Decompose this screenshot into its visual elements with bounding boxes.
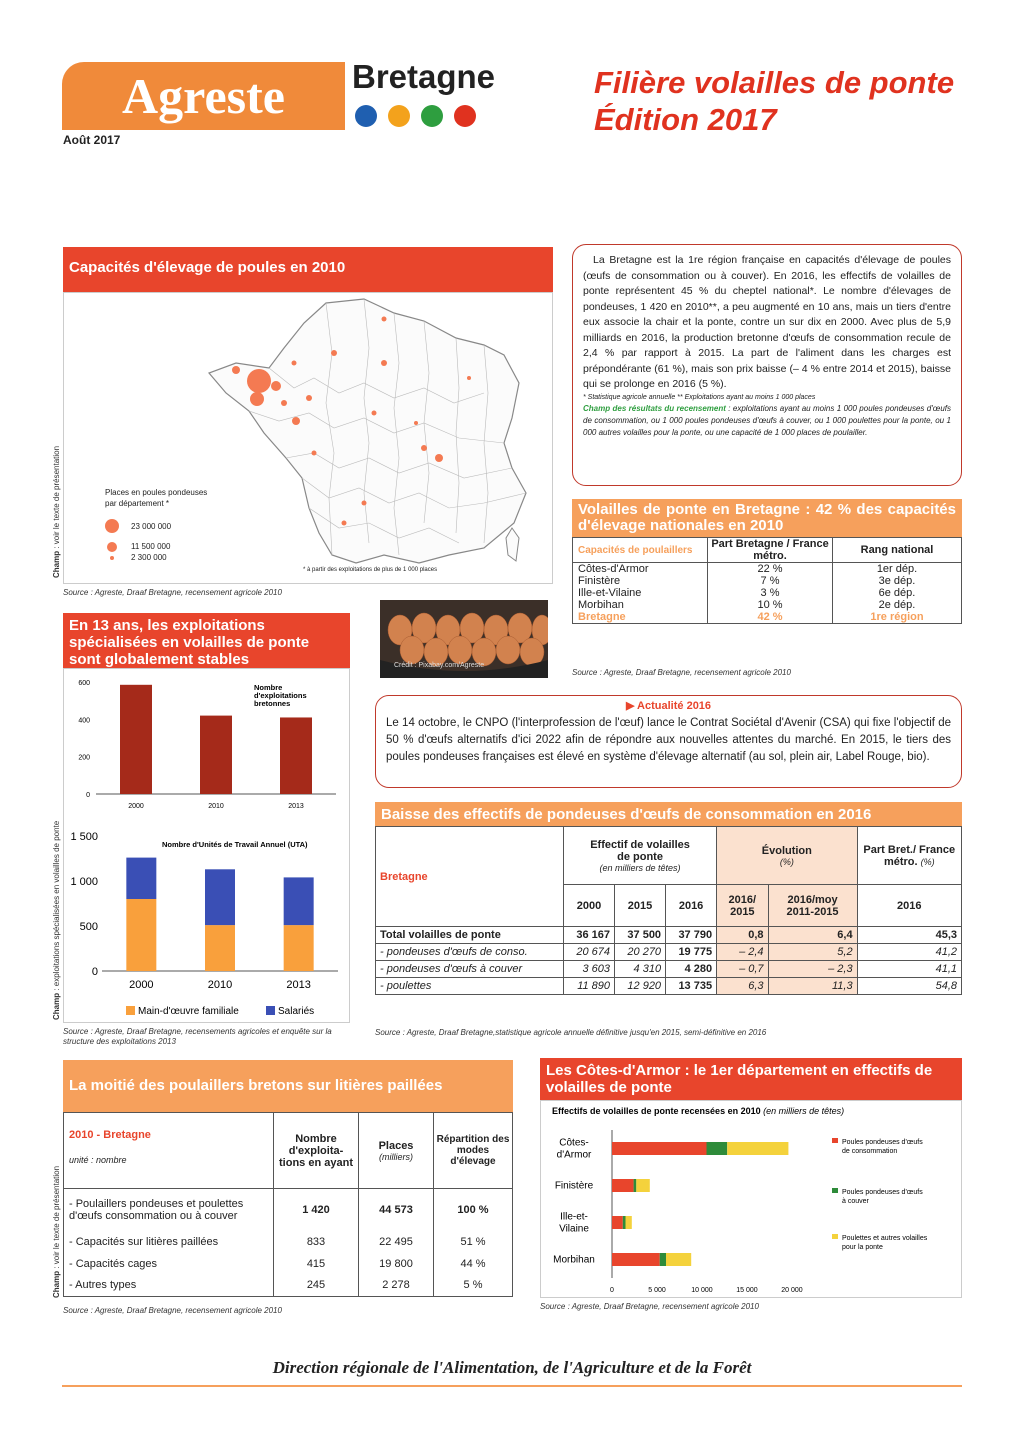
effectifs-evol-header: [717, 827, 857, 885]
x-tick-label: 2000: [128, 803, 144, 810]
x-tick-label: 20 000: [781, 1287, 803, 1294]
circle-cotes-armor: [247, 369, 271, 393]
table-row: [573, 611, 962, 624]
doc-title-line1: Filière volailles de ponte: [594, 65, 955, 100]
legend-label: Main-d'œuvre familiale: [138, 1006, 239, 1017]
table-row: [573, 599, 962, 611]
legend-title-1: Places en poules pondeuses: [105, 488, 208, 497]
x-tick-label: 2010: [207, 979, 233, 991]
corsica: [506, 528, 519, 561]
cell: 12 920: [615, 978, 666, 995]
cell: 41,2: [857, 944, 961, 961]
cell: 4 310: [615, 961, 666, 978]
bar: [120, 685, 152, 794]
category-label-line: d'Armor: [556, 1149, 592, 1161]
legend-label-small: 2 300 000: [131, 553, 167, 562]
circle-aisne: [381, 360, 387, 366]
intro-champ-label: Champ des résultats du recensement: [583, 403, 726, 413]
y-tick-label: 1 000: [70, 876, 98, 888]
intro-paragraph: La Bretagne est la 1re région française en capacités d'élevage de poules (œufs de consommation ou à couver). En 2016, les effectifs de volailles de ponte représentent 45 % du cheptel national*. Le nombre d'élevages de pondeuses, 1 420 en 2010**, a peu augmenté en 10 ans, mais un tiers d'entre eux associe la chair et la ponte, contre un sur dix en 2000. Avec plus de 5,9 milliards en 2016, la production bretonne d'œufs de consommation recule de 2,4 % par rapport à 2015. La part de l'aliment dans les charges est prépondérante (61 %), mais son prix baisse (– 4 % entre 2014 et 2015), baisse qui se prolonge en 2016 (5 %).: [583, 254, 951, 390]
chart-title-line: bretonnes: [254, 699, 291, 708]
category-label: [557, 1138, 592, 1161]
y-tick-label: 0: [91, 966, 98, 978]
chart-title: Effectifs de volailles de ponte recensées en 2010 (en milliers de têtes): [552, 1106, 845, 1116]
cell: 415: [274, 1253, 359, 1275]
exploitations-chart: [66, 672, 348, 820]
cell: 37 500: [615, 927, 666, 944]
actualite-box: [375, 695, 962, 788]
effectifs-effectif-label: Effectif de volailles de ponte: [590, 838, 690, 863]
y-tick-label: 600: [78, 680, 90, 687]
rank-part: 10 %: [708, 599, 833, 611]
effectifs-table: [375, 826, 962, 995]
x-tick-label: 10 000: [691, 1287, 713, 1294]
bar: [280, 717, 312, 794]
footer-text: Direction régionale de l'Alimentation, de l'Agriculture et de la Forêt: [272, 1358, 752, 1377]
x-tick-label: 2013: [286, 979, 311, 991]
legend-swatch: [832, 1234, 838, 1239]
map-side-label: [52, 446, 61, 578]
rank-table: [572, 537, 962, 624]
map-section-title: Capacités d'élevage de poules en 2010: [63, 247, 553, 292]
bar-segment: [205, 925, 235, 971]
cell: 5 %: [463, 1279, 483, 1292]
legend-swatch: [266, 1006, 275, 1015]
cell: 0,8: [717, 927, 768, 944]
evol-source: Source : Agreste, Draaf Bretagne, recensements agricoles et enquête sur la structure des exploitations 2013: [63, 1027, 332, 1046]
rank-rang: 2e dép.: [878, 599, 916, 611]
cell: 2 278: [359, 1275, 434, 1297]
evol-side-label-bold: Champ: [52, 992, 61, 1020]
circle-ain: [435, 454, 443, 462]
actualite-text: Le 14 octobre, le CNPO (l'interprofession de l'œuf) lance le Contrat Sociétal d'Avenir (CSA) qui fixe l'objectif de 50 % d'œufs alternatifs d'ici 2022 afin de répondre aux nouvelles attentes du marché. En 2015, le tiers des poules pondeuses françaises est élevé en système d'élevage alternatif (au sol, plein air, Label Rouge, bio).: [386, 717, 951, 763]
circle-lot: [362, 501, 367, 506]
rank-rang: 6e dép.: [878, 587, 916, 599]
rank-name: Morbihan: [573, 599, 708, 611]
footer-rule: [62, 1385, 962, 1387]
table-row: [573, 575, 962, 587]
map-legend: [105, 487, 207, 563]
circle-nord: [382, 317, 387, 322]
logo-text: Agreste: [122, 68, 285, 124]
year-header: 2016: [857, 885, 961, 927]
intro-champ: [583, 403, 951, 439]
actualite-title: ▶ Actualité 2016: [625, 700, 712, 712]
table-row: [376, 978, 962, 995]
category-label: [555, 1181, 594, 1192]
bar-segment: [707, 1142, 728, 1155]
table-row: [376, 927, 962, 944]
cell: 44 %: [460, 1257, 486, 1270]
map-side-label-bold: Champ: [52, 550, 61, 578]
cell: 11 890: [564, 978, 615, 995]
legend-label: Salariés: [278, 1006, 315, 1017]
category-label-line: Côtes-: [559, 1137, 589, 1149]
table-row: [64, 1253, 513, 1275]
row-label: - Autres types: [64, 1275, 274, 1297]
legend-item-medium: [105, 541, 207, 552]
category-label-line: Morbihan: [553, 1254, 595, 1266]
bar-segment: [612, 1216, 623, 1229]
y-tick-label: 1 500: [70, 831, 98, 843]
effectifs-effectif-header: [564, 827, 717, 885]
agreste-logo: [62, 62, 345, 130]
circle-bourgogne: [421, 445, 427, 451]
rank-source: Source : Agreste, Draaf Bretagne, recensement agricole 2010: [572, 668, 791, 677]
table-row: [64, 1231, 513, 1253]
circle-manche: [292, 361, 297, 366]
litieres-h2: Places: [378, 1139, 414, 1152]
cell: 3 603: [564, 961, 615, 978]
brand-dots: [355, 105, 487, 132]
cell: – 0,7: [717, 961, 768, 978]
cell: 19 800: [359, 1253, 434, 1275]
litieres-header-row: [64, 1113, 513, 1189]
doc-title-line2: Édition 2017: [594, 102, 777, 137]
evol-section-title: En 13 ans, les exploitations spécialisées en volailles de ponte sont globalement stables: [63, 613, 350, 668]
table-row: [573, 563, 962, 576]
circle-ille-vilaine: [271, 381, 281, 391]
legend-title-2: par département *: [105, 499, 170, 508]
uta-chart: [66, 826, 348, 1021]
effectifs-part-unit: (%): [920, 856, 935, 867]
legend-swatch: [832, 1138, 838, 1143]
table-row: [64, 1189, 513, 1231]
eggs-photo: [380, 600, 548, 678]
rank-col3-header: Rang national: [833, 538, 962, 563]
effectifs-part-header: [857, 827, 961, 885]
evol-side-label-text: : exploitations spécialisées en volailles de ponte: [52, 820, 61, 993]
litieres-region-cell: [64, 1113, 274, 1189]
bar-segment: [727, 1142, 788, 1155]
evol-side-label: [52, 821, 61, 1020]
bar-segment: [126, 899, 156, 971]
intro-champ-text: : exploitations ayant au moins 1 000 poules pondeuses d'œufs de consommation, ou 1 000 poules pondeuses d'œufs à couver, ou 1 000 poulettes pour la ponte, ou 1 000 autres volailles pour la ponte, ou une capacité de 1 000 places de poulailler.: [583, 403, 951, 437]
cell: 5,2: [768, 944, 857, 961]
cell: 36 167: [564, 927, 615, 944]
year-header: 2015: [615, 885, 666, 927]
rank-part: 22 %: [708, 563, 833, 576]
dept-section-title: Les Côtes-d'Armor : le 1er département en effectifs de volailles de ponte: [540, 1058, 962, 1100]
region-name: Bretagne: [352, 58, 496, 95]
cell: 100 %: [457, 1203, 489, 1216]
legend-label-line: Poules pondeuses d'œufs: [842, 1189, 923, 1196]
cell: 833: [274, 1231, 359, 1253]
row-label: - pondeuses d'œufs à couver: [376, 961, 564, 978]
legend-swatch: [126, 1006, 135, 1015]
bar-segment: [612, 1142, 707, 1155]
category-label: [553, 1255, 595, 1266]
bar-segment: [284, 877, 314, 925]
circle-deux-sevres: [312, 451, 317, 456]
row-label: - poulettes: [376, 978, 564, 995]
effectifs-region: Bretagne: [376, 827, 564, 927]
row-label: - Capacités cages: [64, 1253, 274, 1275]
cell: 6,4: [768, 927, 857, 944]
x-tick-label: 2000: [129, 979, 154, 991]
litieres-table: [63, 1112, 513, 1297]
rank-part: 7 %: [708, 575, 833, 587]
map-footnote: * à partir des exploitations de plus de 1 000 places: [303, 567, 438, 573]
effectifs-source: Source : Agreste, Draaf Bretagne,statistique agricole annuelle définitive jusqu'en 2015, semi-définitive en 2016: [375, 1028, 767, 1037]
yellow-dot: [388, 105, 410, 127]
legend-swatch: [832, 1188, 838, 1193]
dept-source: Source : Agreste, Draaf Bretagne, recensement agricole 2010: [540, 1302, 759, 1311]
category-label-line: Finistère: [554, 1180, 594, 1192]
year-header: 2016/ 2015: [717, 885, 768, 927]
legend-label-line: pour la ponte: [842, 1244, 883, 1251]
rank-name: Ille-et-Vilaine: [573, 587, 708, 599]
bar-segment: [626, 1216, 632, 1229]
bar-segment: [126, 858, 156, 899]
circle-gers: [342, 521, 347, 526]
legend-label: [842, 1235, 928, 1251]
cell: 4 280: [666, 961, 717, 978]
table-row: [64, 1275, 513, 1297]
cell: 41,1: [857, 961, 961, 978]
green-dot: [421, 105, 443, 127]
map-side-label-text: : voir le texte de présentation: [52, 445, 61, 551]
circle-maine: [306, 395, 312, 401]
chart-title-line: Nombre: [254, 683, 283, 692]
bar: [200, 716, 232, 794]
rank-part: 42 %: [708, 611, 833, 624]
row-label: - Poulaillers pondeuses et poulettes d'œufs consommation ou à couver: [64, 1189, 274, 1231]
category-label: [559, 1212, 589, 1235]
rank-col1-header: Capacités de poulaillers: [573, 538, 708, 563]
legend-circle-medium: [107, 542, 117, 552]
blue-dot: [355, 105, 377, 127]
x-tick-label: 2010: [208, 803, 224, 810]
circle-centre: [372, 411, 377, 416]
year-header: 2016/moy 2011-2015: [768, 885, 857, 927]
rank-part: 3 %: [708, 587, 833, 599]
legend-label-line: à couver: [842, 1198, 869, 1205]
effectifs-table-title: Baisse des effectifs de pondeuses d'œufs de consommation en 2016: [375, 802, 962, 826]
category-label-line: Vilaine: [559, 1223, 589, 1235]
bar-segment: [636, 1179, 650, 1192]
effectifs-evol-label: Évolution: [761, 844, 812, 857]
cell: 54,8: [857, 978, 961, 995]
row-label: - pondeuses d'œufs de conso.: [376, 944, 564, 961]
legend-label-large: 23 000 000: [131, 521, 172, 531]
row-label: - Capacités sur litières paillées: [64, 1231, 274, 1253]
doc-title: [594, 64, 954, 138]
chart-title: [254, 683, 307, 708]
legend-item-large: [105, 519, 207, 533]
chart-title-line: d'exploitations: [254, 691, 307, 700]
circle-loire-atl: [281, 400, 287, 406]
cell: 51 %: [460, 1235, 486, 1248]
rank-table-title: Volailles de ponte en Bretagne : 42 % des capacités d'élevage nationales en 2010: [572, 499, 962, 537]
cell: 245: [274, 1275, 359, 1297]
litieres-table-title: La moitié des poulaillers bretons sur litières paillées: [63, 1060, 513, 1112]
cell: 44 573: [359, 1189, 434, 1231]
cell: 20 674: [564, 944, 615, 961]
circle-finistere: [232, 366, 240, 374]
legend-label-line: de consommation: [842, 1148, 898, 1155]
legend-label: [842, 1139, 923, 1155]
litieres-unit: unité : nombre: [69, 1155, 127, 1165]
litieres-side-label-bold: Champ: [52, 1270, 61, 1298]
chart-title: Nombre d'Unités de Travail Annuel (UTA): [162, 840, 308, 849]
rank-name: Finistère: [573, 575, 708, 587]
map-source: Source : Agreste, Draaf Bretagne, recensement agricole 2010: [63, 588, 282, 597]
cell: 20 270: [615, 944, 666, 961]
x-tick-label: 15 000: [736, 1287, 758, 1294]
bar-segment: [612, 1179, 634, 1192]
litieres-h2-unit: (milliers): [379, 1151, 413, 1162]
litieres-h1: Nombre d'exploita-tions en ayant: [274, 1113, 359, 1189]
intro-textbox: [572, 244, 962, 486]
cell: 6,3: [717, 978, 768, 995]
legend-circle-large: [105, 519, 119, 533]
litieres-h2-cell: [359, 1113, 434, 1189]
cell: – 2,3: [768, 961, 857, 978]
y-tick-label: 400: [78, 717, 90, 725]
rank-col2-header: Part Bretagne / France métro.: [708, 538, 833, 563]
table-row: [573, 587, 962, 599]
rank-name: Bretagne: [573, 611, 708, 624]
chart-title-unit: (en milliers de têtes): [763, 1106, 845, 1116]
x-tick-label: 0: [610, 1287, 614, 1294]
bar-segment: [205, 869, 235, 925]
litieres-h3: Répartition des modes d'élevage: [434, 1113, 513, 1189]
row-label: Total volailles de ponte: [376, 927, 564, 944]
red-dot: [454, 105, 476, 127]
effectifs-effectif-unit: (en milliers de têtes): [599, 862, 681, 873]
bar-segment: [666, 1253, 691, 1266]
cell: 22 495: [359, 1231, 434, 1253]
legend-label-line: Poulettes et autres volailles: [842, 1235, 928, 1242]
rank-name: Côtes-d'Armor: [573, 563, 708, 576]
circle-vendee: [292, 417, 300, 425]
rank-rang: 1er dép.: [876, 563, 918, 575]
y-tick-label: 0: [86, 792, 90, 799]
year-header: 2016: [666, 885, 717, 927]
category-label-line: Ille-et-: [560, 1211, 588, 1223]
circle-morbihan: [250, 392, 264, 406]
circle-normandie: [331, 350, 337, 356]
rank-rang: 1re région: [870, 611, 924, 623]
legend-label: [842, 1189, 923, 1205]
rank-header-row: [573, 538, 962, 563]
dept-chart: [542, 1102, 960, 1296]
y-tick-label: 500: [79, 921, 98, 933]
circle-lorraine: [467, 376, 471, 380]
table-row: [376, 961, 962, 978]
litieres-region: 2010 - Bretagne: [69, 1129, 151, 1141]
legend-item-small: [105, 552, 207, 563]
bar-segment: [623, 1216, 626, 1229]
intro-note: * Statistique agricole annuelle ** Exploitations ayant au moins 1 000 places: [583, 393, 816, 401]
cell: 13 735: [666, 978, 717, 995]
table-row: [376, 944, 962, 961]
bar-segment: [660, 1253, 666, 1266]
cell: 37 790: [666, 927, 717, 944]
bar-segment: [284, 925, 314, 971]
year-header: 2000: [564, 885, 615, 927]
y-tick-label: 200: [78, 754, 90, 762]
publication-date: Août 2017: [63, 133, 121, 147]
legend-label-medium: 11 500 000: [131, 542, 171, 551]
bar-segment: [612, 1253, 660, 1266]
legend-circle-small: [110, 556, 114, 560]
legend-label-line: Poules pondeuses d'œufs: [842, 1139, 923, 1146]
x-tick-label: 2013: [288, 803, 304, 810]
cell: 45,3: [857, 927, 961, 944]
cell: 11,3: [768, 978, 857, 995]
cell: 19 775: [666, 944, 717, 961]
circle-cote-or: [414, 421, 418, 425]
cell: 1 420: [274, 1189, 359, 1231]
x-tick-label: 5 000: [648, 1287, 666, 1294]
bar-segment: [634, 1179, 637, 1192]
photo-credit: Crédit : Pixabay.com/Agreste: [394, 662, 485, 669]
litieres-source: Source : Agreste, Draaf Bretagne, recensement agricole 2010: [63, 1306, 282, 1315]
effectifs-evol-unit: (%): [779, 856, 794, 867]
litieres-side-label-text: : voir le texte de présentation: [52, 1165, 61, 1271]
effectifs-header-row: [376, 827, 962, 885]
litieres-side-label: [52, 1166, 61, 1298]
effectifs-part-label: Part Bret./ France métro.: [863, 843, 956, 868]
rank-rang: 3e dép.: [878, 575, 916, 587]
cell: – 2,4: [717, 944, 768, 961]
